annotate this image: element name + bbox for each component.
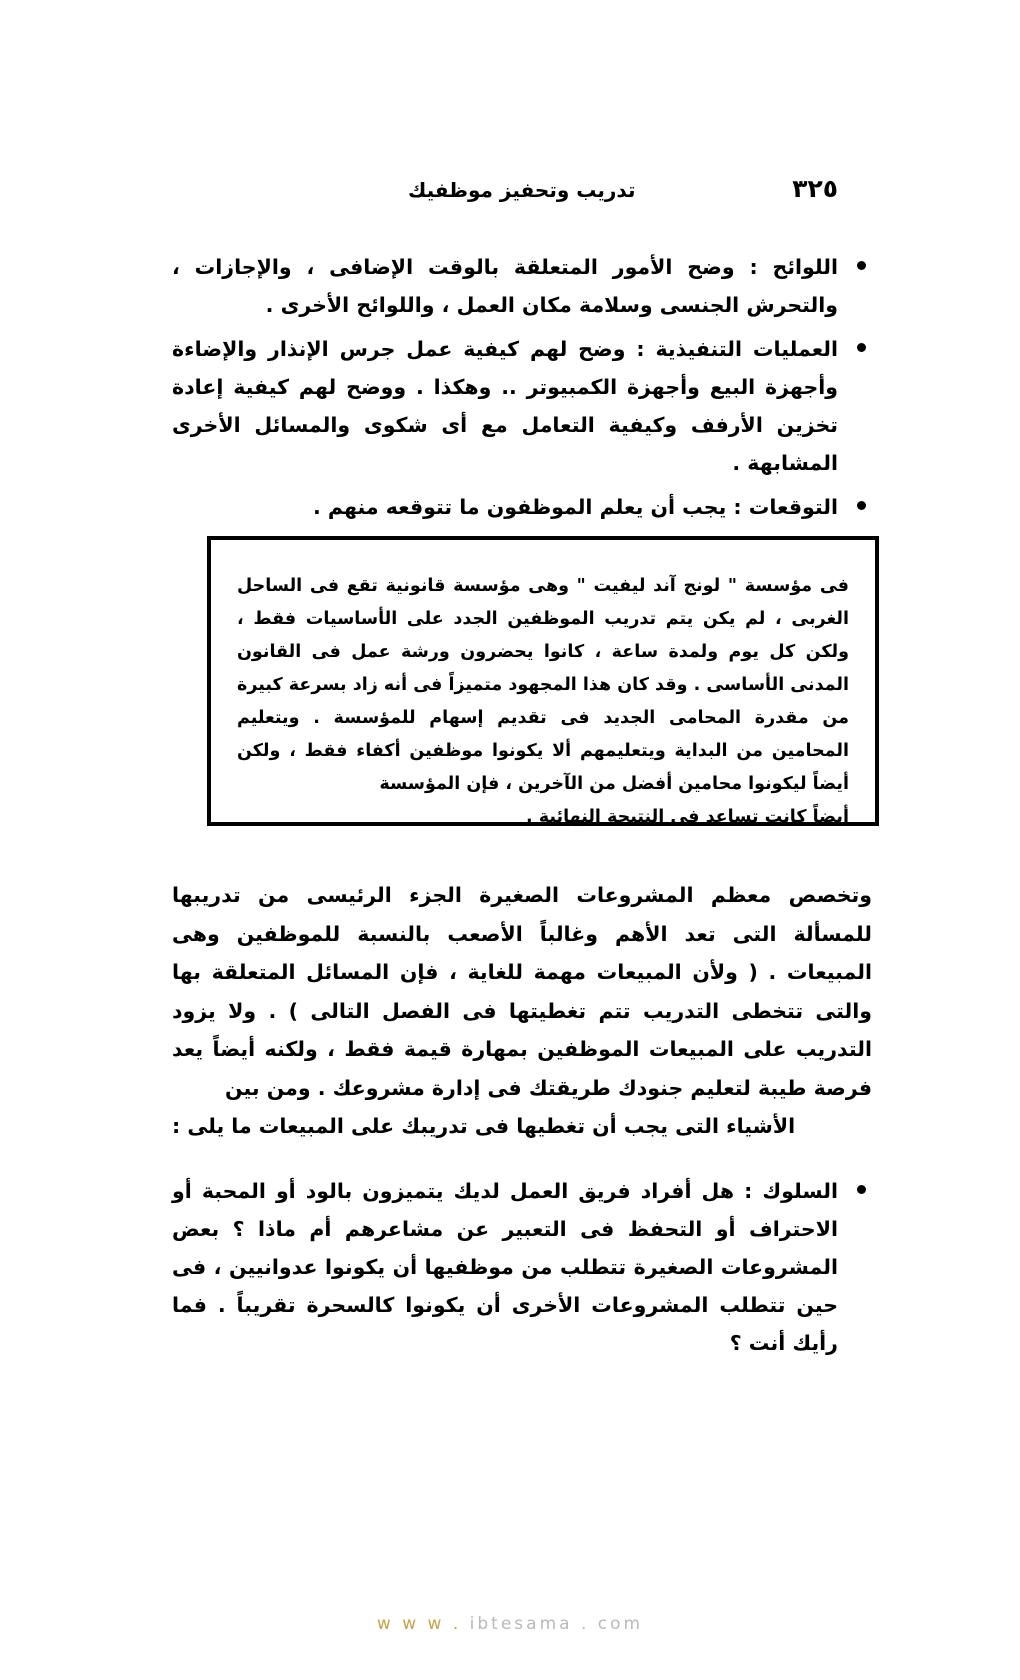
body-paragraph-tail: الأشياء التى يجب أن تغطيها فى تدريبك على المبيعات ما يلى : bbox=[172, 1114, 796, 1138]
footer-watermark-domain: ibtesama . com bbox=[469, 1614, 644, 1634]
bullet-list-top bbox=[172, 248, 872, 526]
bullet-text-operations: العمليات التنفيذية : وضح لهم كيفية عمل جرس الإنذار والإضاءة وأجهزة البيع وأجهزة الكمبيوتر .. وهكذا . ووضح لهم كيفية إعادة تخزين الأرفف وكيفية التعامل مع أى شكوى والمسائل الأخرى المشابهة . bbox=[172, 337, 838, 475]
body-paragraph-text: وتخصص معظم المشروعات الصغيرة الجزء الرئيسى من تدريبها للمسألة التى تعد الأهم وغالباً الأصعب بالنسبة للموظفين وهى المبيعات . ( ولأن المبيعات مهمة للغاية ، فإن المسائل المتعلقة بها والتى تتخطى التدريب تتم تغطيتها فى الفصل التالى ) . ولا يزود التدريب على المبيعات الموظفين بمهارة قيمة فقط ، ولكنه أيضاً يعد فرصة طيبة لتعليم جنودك طريقتك فى إدارة مشروعك . ومن بين bbox=[172, 883, 872, 1100]
list-item bbox=[172, 330, 872, 482]
case-study-text bbox=[237, 570, 849, 834]
list-item bbox=[172, 488, 872, 526]
bullet-dot-icon bbox=[857, 501, 866, 510]
running-header bbox=[138, 176, 838, 210]
body-paragraph bbox=[172, 876, 872, 1146]
bullet-dot-icon bbox=[857, 343, 866, 352]
bullet-text-expectations: التوقعات : يجب أن يعلم الموظفون ما تتوقعه منهم . bbox=[312, 495, 838, 519]
body-paragraph-block bbox=[172, 876, 872, 1146]
running-title: تدريب وتحفيز موظفيك bbox=[408, 178, 636, 202]
footer-watermark-prefix: w w w . bbox=[376, 1614, 462, 1634]
top-bullet-section bbox=[172, 248, 872, 532]
bullet-dot-icon bbox=[857, 1185, 866, 1194]
page-number: ٣٢٥ bbox=[792, 174, 838, 203]
bottom-bullet-section bbox=[172, 1172, 872, 1368]
case-study-inner bbox=[211, 540, 875, 854]
bullet-dot-icon bbox=[857, 261, 866, 270]
bullet-list-bottom bbox=[172, 1172, 872, 1362]
footer-watermark bbox=[0, 1614, 1020, 1634]
bullet-text-regulations: اللوائح : وضح الأمور المتعلقة بالوقت الإضافى ، والإجازات ، والتحرش الجنسى وسلامة مكان العمل ، واللوائح الأخرى . bbox=[172, 255, 838, 317]
case-study-body: فى مؤسسة " لونج آند ليفيت " وهى مؤسسة قانونية تقع فى الساحل الغربى ، لم يكن يتم تدريب الموظفين الجدد على الأساسيات فقط ، ولكن كل يوم ولمدة ساعة ، كانوا يحضرون ورشة عمل فى القانون المدنى الأساسى . وقد كان هذا المجهود متميزاً فى أنه زاد بسرعة كبيرة من مقدرة المحامى الجديد فى تقديم إسهام للمؤسسة . ويتعليم المحامين من البداية ويتعليمهم ألا يكونوا موظفين أكفاء فقط ، ولكن أيضاً ليكونوا محامين أفضل من الآخرين ، فإن المؤسسة bbox=[237, 576, 849, 794]
list-item bbox=[172, 248, 872, 324]
case-study-last-line: أيضاً كانت تساعد فى النتيجة النهائية . bbox=[526, 807, 849, 827]
case-study-box bbox=[207, 536, 879, 826]
list-item bbox=[172, 1172, 872, 1362]
bullet-text-behavior: السلوك : هل أفراد فريق العمل لديك يتميزون بالود أو المحبة أو الاحتراف أو التحفظ فى التعبير عن مشاعرهم أم ماذا ؟ بعض المشروعات الصغيرة تتطلب من موظفيها أن يكونوا عدوانيين ، فى حين تتطلب المشروعات الأخرى أن يكونوا كالسحرة تقريباً . فما رأيك أنت ؟ bbox=[172, 1179, 838, 1355]
